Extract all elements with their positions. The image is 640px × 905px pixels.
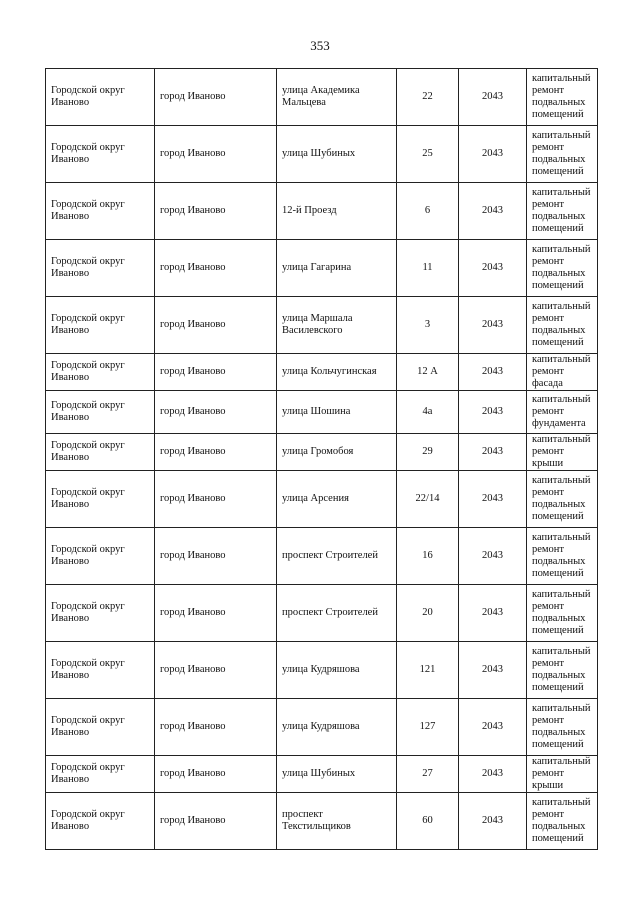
cell-house: 11 [397,240,459,297]
table-row [46,126,598,183]
cell-work: капитальный ремонт фасада [527,354,598,391]
cell-year: 2043 [459,297,527,354]
cell-year: 2043 [459,183,527,240]
cell-locality: город Иваново [155,471,277,528]
cell-locality: город Иваново [155,793,277,850]
cell-house: 22 [397,69,459,126]
cell-year: 2043 [459,793,527,850]
table-row [46,297,598,354]
cell-district: Городской округ Иваново [46,434,155,471]
cell-locality: город Иваново [155,126,277,183]
cell-year: 2043 [459,391,527,434]
cell-locality: город Иваново [155,240,277,297]
table-row [46,354,598,391]
cell-street: улица Шубиных [277,756,397,793]
table-row [46,471,598,528]
cell-street: улица Шубиных [277,126,397,183]
cell-year: 2043 [459,354,527,391]
cell-house: 20 [397,585,459,642]
table-row [46,699,598,756]
cell-year: 2043 [459,126,527,183]
cell-house: 127 [397,699,459,756]
cell-work: капитальный ремонт подвальных помещений [527,297,598,354]
cell-district: Городской округ Иваново [46,471,155,528]
cell-district: Городской округ Иваново [46,756,155,793]
cell-year: 2043 [459,756,527,793]
cell-district: Городской округ Иваново [46,642,155,699]
cell-work: капитальный ремонт подвальных помещений [527,793,598,850]
table-row [46,391,598,434]
cell-street: улица Арсения [277,471,397,528]
cell-street: проспект Строителей [277,528,397,585]
cell-locality: город Иваново [155,297,277,354]
table-row [46,585,598,642]
cell-year: 2043 [459,69,527,126]
cell-work: капитальный ремонт подвальных помещений [527,69,598,126]
cell-locality: город Иваново [155,642,277,699]
cell-year: 2043 [459,528,527,585]
cell-street: улица Шошина [277,391,397,434]
table-row [46,756,598,793]
cell-house: 121 [397,642,459,699]
cell-year: 2043 [459,642,527,699]
cell-district: Городской округ Иваново [46,240,155,297]
cell-street: улица Гагарина [277,240,397,297]
cell-house: 25 [397,126,459,183]
table-row [46,642,598,699]
cell-year: 2043 [459,240,527,297]
cell-year: 2043 [459,471,527,528]
cell-work: капитальный ремонт подвальных помещений [527,183,598,240]
cell-district: Городской округ Иваново [46,793,155,850]
cell-house: 4а [397,391,459,434]
cell-work: капитальный ремонт подвальных помещений [527,642,598,699]
table-row [46,528,598,585]
cell-locality: город Иваново [155,69,277,126]
table-row [46,240,598,297]
cell-locality: город Иваново [155,183,277,240]
cell-locality: город Иваново [155,585,277,642]
cell-district: Городской округ Иваново [46,391,155,434]
cell-street: улица Маршала Василевского [277,297,397,354]
table-row [46,793,598,850]
cell-house: 22/14 [397,471,459,528]
cell-year: 2043 [459,585,527,642]
cell-locality: город Иваново [155,391,277,434]
cell-year: 2043 [459,434,527,471]
cell-work: капитальный ремонт подвальных помещений [527,471,598,528]
cell-house: 3 [397,297,459,354]
cell-year: 2043 [459,699,527,756]
cell-street: улица Громобоя [277,434,397,471]
cell-work: капитальный ремонт подвальных помещений [527,240,598,297]
cell-street: проспект Текстильщиков [277,793,397,850]
cell-street: улица Кудряшова [277,699,397,756]
cell-work: капитальный ремонт фундамента [527,391,598,434]
cell-work: капитальный ремонт крыши [527,434,598,471]
cell-street: улица Кольчугинская [277,354,397,391]
cell-locality: город Иваново [155,354,277,391]
cell-district: Городской округ Иваново [46,528,155,585]
cell-street: улица Кудряшова [277,642,397,699]
cell-district: Городской округ Иваново [46,126,155,183]
cell-locality: город Иваново [155,756,277,793]
cell-district: Городской округ Иваново [46,297,155,354]
cell-district: Городской округ Иваново [46,183,155,240]
cell-work: капитальный ремонт подвальных помещений [527,699,598,756]
cell-street: проспект Строителей [277,585,397,642]
table-row [46,183,598,240]
cell-locality: город Иваново [155,528,277,585]
cell-district: Городской округ Иваново [46,585,155,642]
table-row [46,434,598,471]
cell-locality: город Иваново [155,434,277,471]
cell-street: 12-й Проезд [277,183,397,240]
cell-house: 6 [397,183,459,240]
page-number: 353 [310,38,330,53]
cell-district: Городской округ Иваново [46,699,155,756]
cell-house: 16 [397,528,459,585]
cell-house: 12 А [397,354,459,391]
cell-street: улица Академика Мальцева [277,69,397,126]
cell-district: Городской округ Иваново [46,354,155,391]
cell-house: 60 [397,793,459,850]
table-row [46,69,598,126]
cell-house: 29 [397,434,459,471]
cell-work: капитальный ремонт крыши [527,756,598,793]
cell-house: 27 [397,756,459,793]
registry-table [45,68,598,850]
cell-locality: город Иваново [155,699,277,756]
cell-work: капитальный ремонт подвальных помещений [527,585,598,642]
cell-work: капитальный ремонт подвальных помещений [527,528,598,585]
cell-district: Городской округ Иваново [46,69,155,126]
cell-work: капитальный ремонт подвальных помещений [527,126,598,183]
